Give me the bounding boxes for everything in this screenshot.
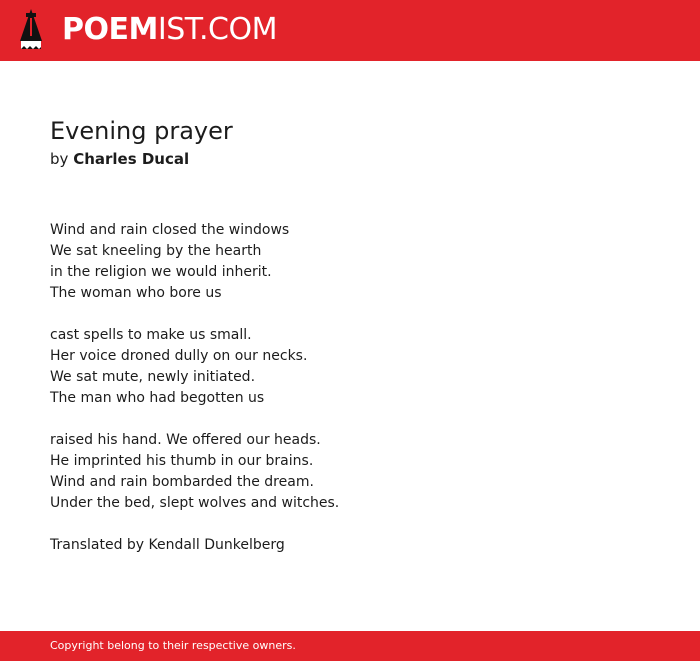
translation-credit: Translated by Kendall Dunkelberg [50, 537, 285, 553]
poem-line: We sat mute, newly initiated. [50, 369, 256, 385]
poem-line: He imprinted his thumb in our brains. [50, 453, 314, 469]
poem-title: Evening prayer [50, 117, 233, 145]
byline-prefix: by [50, 150, 69, 168]
poem-author[interactable]: Charles Ducal [73, 150, 190, 168]
poem-line: Wind and rain bombarded the dream. [50, 474, 314, 490]
logo-light-text: IST.COM [157, 12, 277, 47]
poem-body [50, 220, 670, 556]
site-header [0, 0, 700, 61]
poem-line: Under the bed, slept wolves and witches. [50, 495, 340, 511]
poem-content [50, 114, 670, 556]
logo-bold-text: POEM [62, 12, 158, 47]
stanza-2 [50, 325, 670, 409]
poem-line: in the religion we would inherit. [50, 264, 272, 280]
pen-nib-icon[interactable] [18, 8, 44, 52]
stanza-3 [50, 430, 670, 514]
stanza-1 [50, 220, 670, 304]
poem-line: The woman who bore us [50, 285, 222, 301]
poem-line: The man who had begotten us [50, 390, 265, 406]
poem-line: raised his hand. We offered our heads. [50, 432, 321, 448]
site-logo[interactable] [62, 13, 277, 47]
copyright-text: Copyright belong to their respective owners. [50, 639, 296, 652]
poem-line: cast spells to make us small. [50, 327, 252, 343]
poem-line: We sat kneeling by the hearth [50, 243, 262, 259]
poem-line: Her voice droned dully on our necks. [50, 348, 308, 364]
site-footer [0, 631, 700, 661]
poem-byline [50, 148, 670, 170]
poem-line: Wind and rain closed the windows [50, 222, 290, 238]
